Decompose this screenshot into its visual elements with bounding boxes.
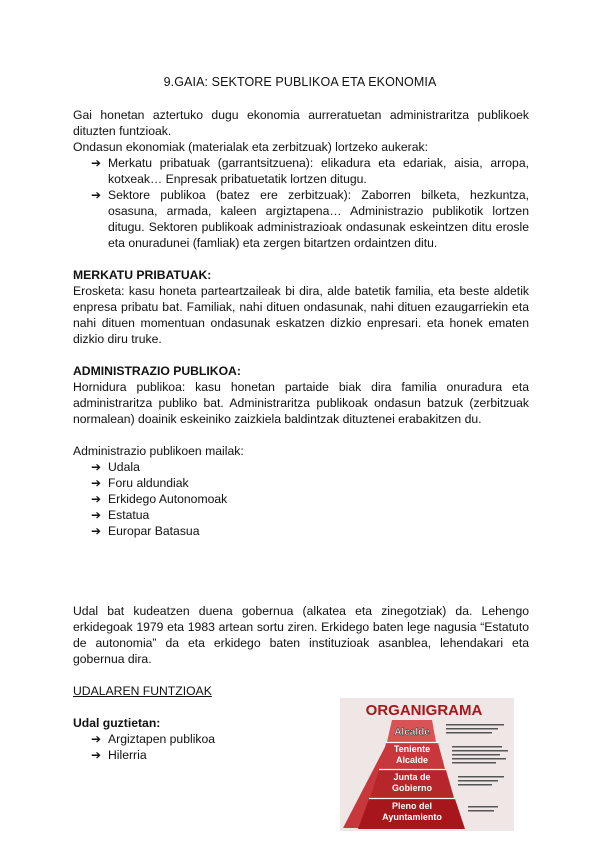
arrow-bullet-icon: ➔: [91, 748, 102, 762]
admin-levels-label: Administrazio publikoen mailak:: [73, 444, 244, 458]
function-item: Argiztapen publikoa: [108, 732, 216, 746]
level-item: Foru aldundiak: [108, 476, 189, 490]
page-title: 9.GAIA: SEKTORE PUBLIKOA ETA EKONOMIA: [163, 75, 437, 89]
arrow-bullet-icon: ➔: [91, 156, 102, 170]
list-item: [91, 507, 529, 523]
udal-paragraph: Udal bat kudeatzen duena gobernua (alkatea eta zinegotziak) da. Lehengo erkidegoak 1979 eta 1983 artean sortu ziren. Erkidego baten lege nagusia “Estatuto de autonomia” da eta erkidego baten instituzioak asanblea, lehendakari eta gobernua dira.: [73, 604, 529, 666]
bullet-text: Merkatu pribatuak (garrantsitzuena): elikadura eta edariak, aisia, arropa, kotxeak… Enpresak pribatuetatik lortzen ditugu.: [108, 156, 529, 186]
arrow-bullet-icon: ➔: [91, 524, 102, 538]
org-level-label: Alcalde: [394, 727, 430, 738]
bullet-text: Sektore publikoa (batez ere zerbitzuak): Zaborren bilketa, hezkuntza, osasuna, armada, kaleen argiztapena… Administrazio publikotik lortzen ditugu. Sektoren publikoak administrazioak ondasunak eskeintzen ditu erosle eta onuradunei (famliak) eta zergen bitartzen ordaintzen ditu.: [108, 188, 529, 250]
org-level-label: Teniente Alcalde: [393, 744, 431, 765]
level-item: Udala: [108, 460, 140, 474]
section-heading-admin: ADMINISTRAZIO PUBLIKOA:: [73, 364, 241, 378]
arrow-bullet-icon: ➔: [91, 732, 102, 746]
list-item: [91, 491, 529, 507]
arrow-bullet-icon: ➔: [91, 188, 102, 202]
subheading-udal-guztietan: Udal guztietan:: [73, 716, 161, 730]
level-item: Estatua: [108, 508, 150, 522]
function-item: Hilerria: [108, 748, 147, 762]
intro-options-label: Ondasun ekonomiak (materialak eta zerbitzuak) lortzeko aukerak:: [73, 140, 428, 154]
level-item: Erkidego Autonomoak: [108, 492, 228, 506]
list-item: [91, 747, 311, 763]
arrow-bullet-icon: ➔: [91, 508, 102, 522]
section-heading-merkatu: MERKATU PRIBATUAK:: [73, 268, 212, 282]
arrow-bullet-icon: ➔: [91, 476, 102, 490]
organigram-title: ORGANIGRAMA: [365, 702, 483, 719]
admin-paragraph: Hornidura publikoa: kasu honetan partaide biak dira familia onuradura eta administraritza publiko bat. Administraritza publikoak ondasun batzuk (zerbitzuak normalean) doainik eskeiniko zaizkiela baldintzak dituztenei erabakitzen du.: [73, 380, 529, 426]
organigram-image: [340, 698, 514, 831]
org-level-label: Junta de Gobierno: [392, 772, 432, 793]
list-item: [91, 475, 529, 491]
list-item: [91, 731, 311, 747]
level-item: Europar Batasua: [108, 524, 200, 538]
intro-paragraph: Gai honetan aztertuko dugu ekonomia aurreratuetan administraritza publikoek dituzten funtzioak.: [73, 108, 529, 138]
arrow-bullet-icon: ➔: [91, 492, 102, 506]
list-item: [91, 459, 529, 475]
list-item: [91, 155, 529, 187]
section-heading-funtzioak: UDALAREN FUNTZIOAK: [73, 684, 212, 698]
list-item: [91, 523, 529, 539]
list-item: [91, 187, 529, 251]
org-level-label: Pleno del Ayuntamiento: [382, 801, 442, 822]
merkatu-paragraph: Erosketa: kasu honeta parteartzaileak bi dira, alde batetik familia, eta beste aldetik enpresa pribatu bat. Familiak, nahi dituen ondasunak, nahi dituen ezaugarriekin eta nahi dituen momentuan ondasunak eskatzen dizkio enpresari. eta honek ematen dizkio diru truke.: [73, 284, 529, 346]
arrow-bullet-icon: ➔: [91, 460, 102, 474]
